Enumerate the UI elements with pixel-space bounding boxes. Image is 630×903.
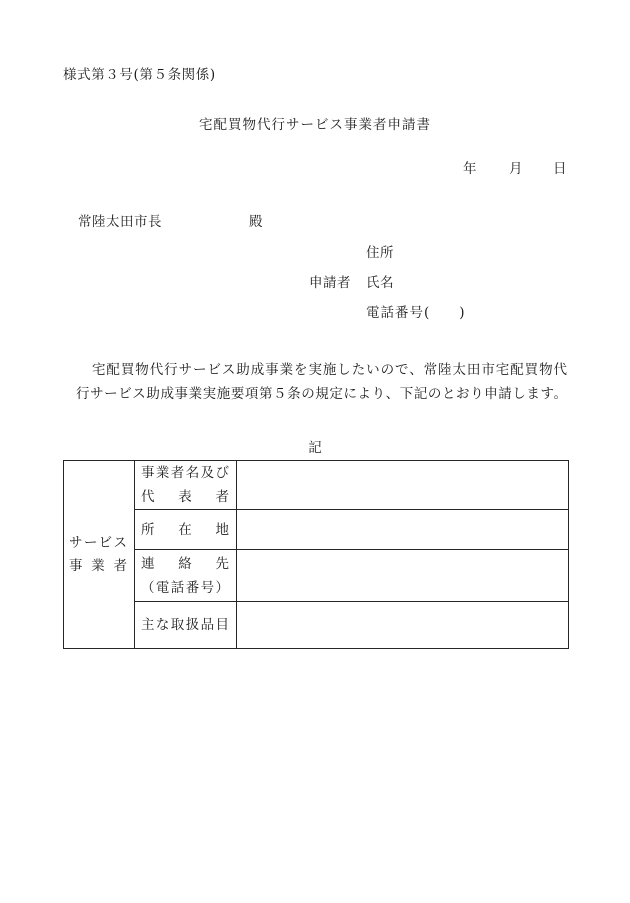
row-label-line: （電話番号） (141, 579, 229, 596)
document-title: 宅配買物代行サービス事業者申請書 (199, 117, 431, 133)
phone-label: 電話番号( ) (366, 305, 466, 321)
row-label-line: 連絡先 (141, 555, 229, 572)
table-row (64, 602, 569, 649)
service-provider-group-cell (64, 461, 135, 649)
row-label-line: 主な取扱品目 (141, 617, 229, 633)
row-label-line: 代表者 (141, 489, 229, 505)
main-products-label-cell (135, 602, 237, 649)
date-day-label: 日 (553, 161, 567, 177)
group-label-line: サービス (69, 534, 127, 551)
location-label-cell (135, 510, 237, 550)
date-year-label: 年 (463, 161, 477, 177)
location-value-cell (237, 510, 569, 550)
addressee-name: 常陸太田市長 (78, 214, 162, 230)
table-row (64, 461, 569, 510)
addressee-honorific: 殿 (249, 214, 263, 230)
body-line: 宅配買物代行サービス助成事業を実施したいので、常陸太田市宅配買物代 (92, 362, 567, 378)
row-label-line: 事業者名及び (141, 465, 229, 481)
table-row (64, 550, 569, 602)
contact-label-cell (135, 550, 237, 602)
row-label-line: 所在地 (141, 521, 229, 538)
business-name-label-cell (135, 461, 237, 510)
group-label-line: 事業者 (69, 557, 127, 574)
service-provider-table (63, 460, 569, 649)
business-name-value-cell (237, 461, 569, 510)
applicant-label: 申請者 (309, 275, 351, 291)
date-month-label: 月 (509, 161, 523, 177)
address-label: 住所 (366, 245, 394, 261)
name-label: 氏名 (366, 275, 394, 291)
note-heading: 記 (308, 440, 322, 456)
main-products-value-cell (237, 602, 569, 649)
table-row (64, 510, 569, 550)
form-number: 様式第３号(第５条関係) (63, 67, 216, 83)
body-line: 行サービス助成事業実施要項第５条の規定により、下記のとおり申請します。 (76, 386, 567, 402)
contact-value-cell (237, 550, 569, 602)
